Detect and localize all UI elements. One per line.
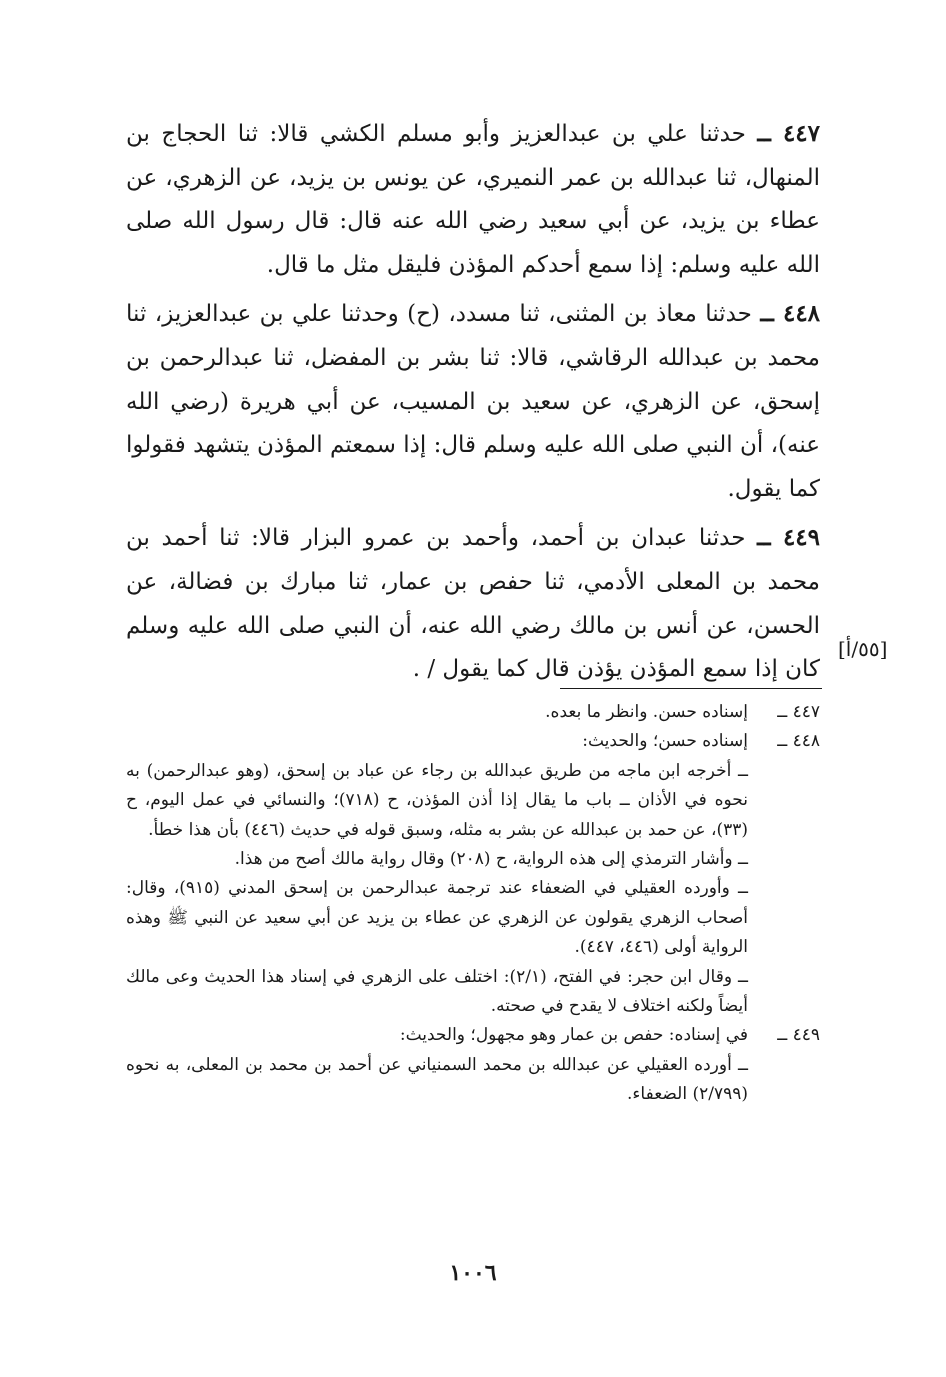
footnote-separator <box>560 688 822 689</box>
footnote-449 <box>126 1021 820 1109</box>
footnote-text: إسناده حسن. وانظر ما بعده. <box>545 702 748 722</box>
footnote-sub-item: ــ وقال ابن حجر: في الفتح، (٢/١): اختلف على الزهري في إسناد هذا الحديث وعى مالك أيضاً ولكنه اختلاف لا يقدح في صحته. <box>126 966 748 1017</box>
hadith-number: ٤٤٩ ــ <box>757 524 821 552</box>
footnote-sub-item: ــ أخرجه ابن ماجه من طريق عبدالله بن رجاء عن عباد بن إسحق، (وهو عبدالرحمن) به نحوه في الأذان ــ باب ما يقال إذا أذن المؤذن، ح (٧١٨)؛ والنسائي في عمل اليوم، ح (٣٣)، عن حمد بن عبدالله عن بشر به مثله، وسبق قوله في حديث (٤٤٦) بأن هذا خطأ. <box>126 760 748 840</box>
hadith-text: حدثنا عبدان بن أحمد، وأحمد بن عمرو البزار قالا: ثنا أحمد بن محمد بن المعلى الأدمي، ثنا حفص بن عمار، ثنا مبارك بن فضالة، عن الحسن، عن أنس بن مالك رضي الله عنه، أن النبي صلى الله عليه وسلم كان إذا سمع المؤذن يؤذن قال كما يقول / . <box>126 525 820 683</box>
footnote-sub-item: ــ أورده العقيلي عن عبدالله بن محمد السمنياني عن أحمد بن محمد بن المعلى، به نحوه (٢/٧٩٩) الضعفاء. <box>126 1054 748 1105</box>
footnote-number: ٤٤٧ ــ <box>777 702 820 722</box>
footnote-447 <box>126 698 820 727</box>
footnote-text: إسناده حسن؛ والحديث: <box>582 731 748 752</box>
footnote-448 <box>126 727 820 1021</box>
manuscript-folio-ref: [٥٥/أ] <box>838 637 888 661</box>
footnotes-section <box>126 698 820 1110</box>
hadith-number: ٤٤٨ ــ <box>760 300 821 328</box>
hadith-paragraph-448 <box>126 292 820 511</box>
footnote-number: ٤٤٨ ــ <box>777 731 820 752</box>
hadith-text: حدثنا معاذ بن المثنى، ثنا مسدد، (ح) وحدثنا علي بن عبدالعزيز، ثنا محمد بن عبدالله الرقاشي، قالا: ثنا بشر بن المفضل، ثنا عبدالرحمن بن إسحق، عن الزهري، عن سعيد بن المسيب، عن أبي هريرة (رضي الله عنه)، أن النبي صلى الله عليه وسلم قال: إذا سمعتم المؤذن يتشهد فقولوا كما يقول. <box>126 301 820 502</box>
footnote-text: في إسناده: حفص بن عمار وهو مجهول؛ والحديث: <box>399 1025 748 1046</box>
hadith-paragraph-449 <box>126 516 820 691</box>
main-text-body <box>126 112 820 697</box>
hadith-paragraph-447 <box>126 112 820 287</box>
footnote-sub-item: ــ وأورده العقيلي في الضعفاء عند ترجمة عبدالرحمن بن إسحق المدني (٩١٥)، وقال: أصحاب الزهري يقولون عن الزهري عن عطاء بن يزيد عن أبي سعيد عن النبي ﷺ وهذه الرواية أولى (٤٤٦، ٤٤٧). <box>126 878 748 958</box>
page-number: ١٠٠٦ <box>449 1260 497 1286</box>
footnote-sub-item: ــ وأشار الترمذي إلى هذه الرواية، ح (٢٠٨) وقال رواية مالك أصح من هذا. <box>234 849 748 870</box>
hadith-text: حدثنا علي بن عبدالعزيز وأبو مسلم الكشي قالا: ثنا الحجاج بن المنهال، ثنا عبدالله بن عمر النميري، عن يونس بن يزيد، عن الزهري، عن عطاء بن يزيد، عن أبي سعيد رضي الله عنه قال: قال رسول الله صلى الله عليه وسلم: إذا سمع أحدكم المؤذن فليقل مثل ما قال. <box>126 121 820 278</box>
hadith-number: ٤٤٧ ــ <box>757 120 821 147</box>
footnote-number: ٤٤٩ ــ <box>777 1025 820 1046</box>
